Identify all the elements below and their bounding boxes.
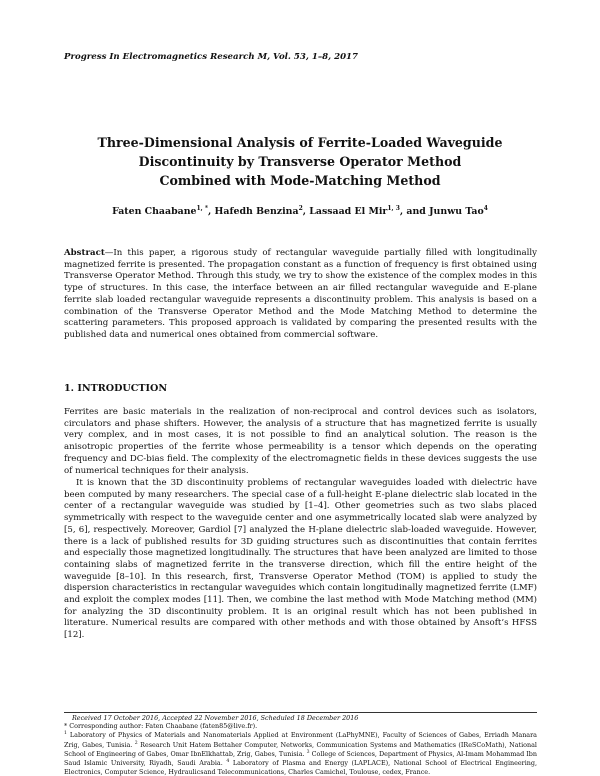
section-heading-introduction: 1. INTRODUCTION: [64, 383, 168, 394]
title-line-1: Three-Dimensional Analysis of Ferrite-Loaded Waveguide: [97, 135, 503, 150]
intro-paragraph-1: Ferrites are basic materials in the realization of non-reciprocal and control devices such as isolators, circulators and phase shifters. However, the analysis of a structure that has magnetized ferrite is usually very complex, and in most cases, it is not possible to find an analytical solution. The reason is the anisotropic properties of the ferrite whose permeability is a tensor which depends on the operating frequency and DC-bias field. The complexity of the electromagnetic fields in these devices suggests the use of numerical techniques for their analysis.: [64, 407, 537, 476]
affiliation-1: Laboratory of Physics of Materials and Nanomaterials Applied at Environment (LaPhyMNE), Faculty of Sciences of Gabes, Erriadh Manara Zrig, Gabes, Tunisia.: [64, 731, 537, 749]
corresponding-author: * Corresponding author: Faten Chaabane (faten85@live.fr).: [64, 722, 258, 731]
author-affiliation-mark: 1, 3: [387, 205, 400, 212]
abstract-text: —In this paper, a rigorous study of rectangular waveguide partially filled with longitudinally magnetized ferrite is presented. The propagation constant as a function of frequency is first obtained using Transverse Operator Method. Through this study, we try to show the existence of the complex modes in this type of structures. In this case, the interface between an air filled rectangular waveguide and E-plane ferrite slab loaded rectangular waveguide represents a discontinuity problem. This analysis is based on a combination of the Transverse Operator Method and the Mode Matching Method to determine the scattering parameters. This proposed approach is validated by comparing the presented results with the published data and numerical ones obtained from commercial software.: [64, 248, 537, 340]
author-name: Junwu Tao: [429, 206, 484, 218]
affiliations: [64, 730, 537, 776]
author-separator: ,: [302, 206, 310, 218]
affiliation-mark: 1: [64, 731, 67, 737]
affiliation-2: Research Unit Hatem Bettaher Computer, Networks, Communication Systems and Mathematics (IReSCoMath), National School of Engineering of Gabes, Omar IbnElkhattab, Zrig, Gabes, Tunisia.: [64, 740, 537, 759]
author-separator: ,: [208, 206, 215, 218]
affiliation-4: Laboratory of Plasma and Energy (LAPLACE), National School of Electrical Engineering, Electronics, Computer Science, Hydraulicsand Telecommunications, Charles Camichel, Toulouse, cedex, France.: [64, 759, 537, 776]
author-affiliation-mark: 1, *: [196, 205, 208, 212]
affiliation-mark: 2: [134, 740, 138, 746]
received-dates: Received 17 October 2016, Accepted 22 November 2016, Scheduled 18 December 2016: [72, 714, 359, 722]
abstract-label: Abstract: [64, 248, 105, 258]
title-line-2: Discontinuity by Transverse Operator Method: [138, 154, 462, 169]
author-name: Faten Chaabane: [112, 206, 197, 218]
author-separator: , and: [399, 206, 430, 218]
paper-title: [60, 133, 540, 190]
author-list: [60, 205, 540, 217]
author-name: Lassaad El Mir: [309, 206, 388, 218]
author-affiliation-mark: 4: [483, 205, 488, 212]
intro-paragraph-2: It is known that the 3D discontinuity problems of rectangular waveguides loaded with dielectric have been computed by many researchers. The special case of a full-height E-plane dielectric slab located in the center of a rectangular waveguide was studied by [1–4]. Other geometries such as two slabs placed symmetrically with respect to the waveguide center and one asymmetrically located slab were analyzed by [5, 6], respectively. Moreover, Gardiol [7] analyzed the H-plane dielectric slab-loaded waveguide. However, there is a lack of published results for 3D guiding structures such as discontinuities that contain ferrites and especially those magnetized longitudinally. The structures that have been analyzed are limited to those containing slabs of magnetized ferrite in the transverse direction, which fill the entire height of the waveguide [8–10]. In this research, first, Transverse Operator Method (TOM) is applied to study the dispersion characteristics in rectangular waveguides which contain longitudinally magnetized ferrite (LMF) and exploit the complex modes [11]. Then, we combine the last method with Mode Matching method (MM) for analyzing the 3D discontinuity problem. It is an original result which has not been published in literature. Numerical results are compared with other methods and with those obtained by Ansoft’s HFSS [12].: [64, 478, 537, 641]
affiliation-mark: 3: [306, 750, 310, 756]
title-line-3: Combined with Mode-Matching Method: [159, 173, 441, 188]
footnote-divider: [64, 712, 537, 713]
author-affiliation-mark: 2: [298, 205, 303, 212]
affiliation-mark: 4: [226, 759, 230, 765]
affiliation-3: College of Sciences, Department of Physics, Al-Imam Mohammad Ibn Saud Islamic University, Riyadh, Saudi Arabia.: [64, 750, 537, 768]
journal-header: Progress In Electromagnetics Research M, Vol. 53, 1–8, 2017: [64, 52, 359, 62]
abstract: [64, 248, 537, 342]
footnotes: [64, 714, 537, 776]
author-name: Hafedh Benzina: [214, 206, 299, 218]
